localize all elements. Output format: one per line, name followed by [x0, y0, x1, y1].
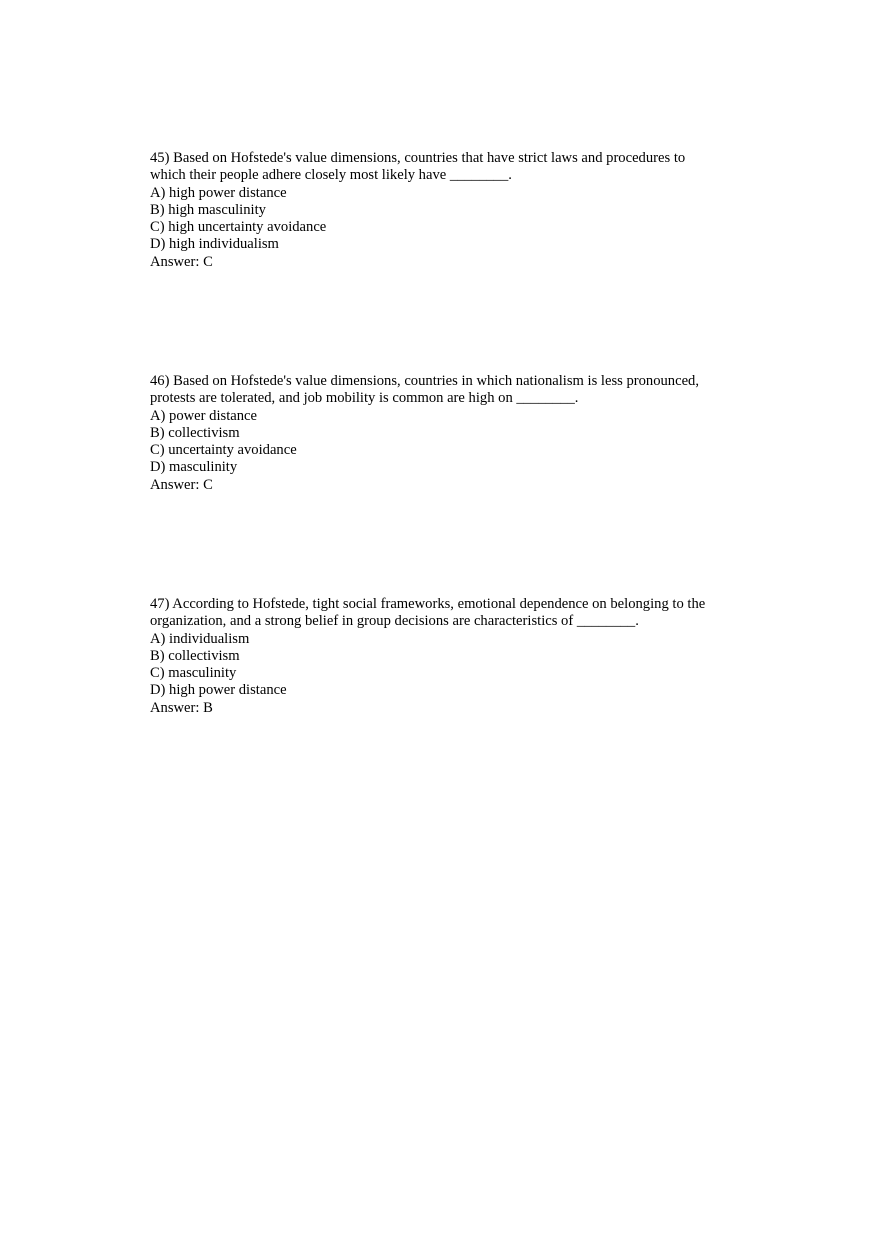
- question-stem-line: 45) Based on Hofstede's value dimensions, countries that have strict laws and procedures to: [150, 150, 686, 166]
- answer-option-b: B) high masculinity: [150, 201, 266, 218]
- answer-option-a: A) individualism: [150, 630, 250, 647]
- question-stem-line: 47) According to Hofstede, tight social frameworks, emotional dependence on belonging to the: [150, 596, 706, 612]
- question-stem-line: protests are tolerated, and job mobility is common are high on ________.: [150, 390, 579, 407]
- answer-option-d: D) high individualism: [150, 236, 279, 253]
- answer-option-c: C) high uncertainty avoidance: [150, 219, 327, 236]
- answer-key: Answer: C: [150, 476, 213, 493]
- answer-option-a: A) power distance: [150, 407, 257, 424]
- answer-option-c: C) uncertainty avoidance: [150, 442, 297, 459]
- answer-key: Answer: B: [150, 699, 213, 716]
- answer-option-c: C) masculinity: [150, 665, 237, 682]
- answer-option-a: A) high power distance: [150, 184, 287, 201]
- question-46: [150, 373, 750, 494]
- answer-option-d: D) high power distance: [150, 682, 287, 699]
- question-stem-line: organization, and a strong belief in group decisions are characteristics of ________.: [150, 613, 639, 630]
- answer-option-b: B) collectivism: [150, 647, 240, 664]
- answer-option-d: D) masculinity: [150, 459, 238, 476]
- question-stem-line: 46) Based on Hofstede's value dimensions, countries in which nationalism is less pronounced,: [150, 373, 699, 389]
- question-stem-line: which their people adhere closely most likely have ________.: [150, 167, 512, 184]
- answer-key: Answer: C: [150, 253, 213, 270]
- question-45: [150, 150, 750, 271]
- answer-option-b: B) collectivism: [150, 424, 240, 441]
- question-47: [150, 596, 750, 717]
